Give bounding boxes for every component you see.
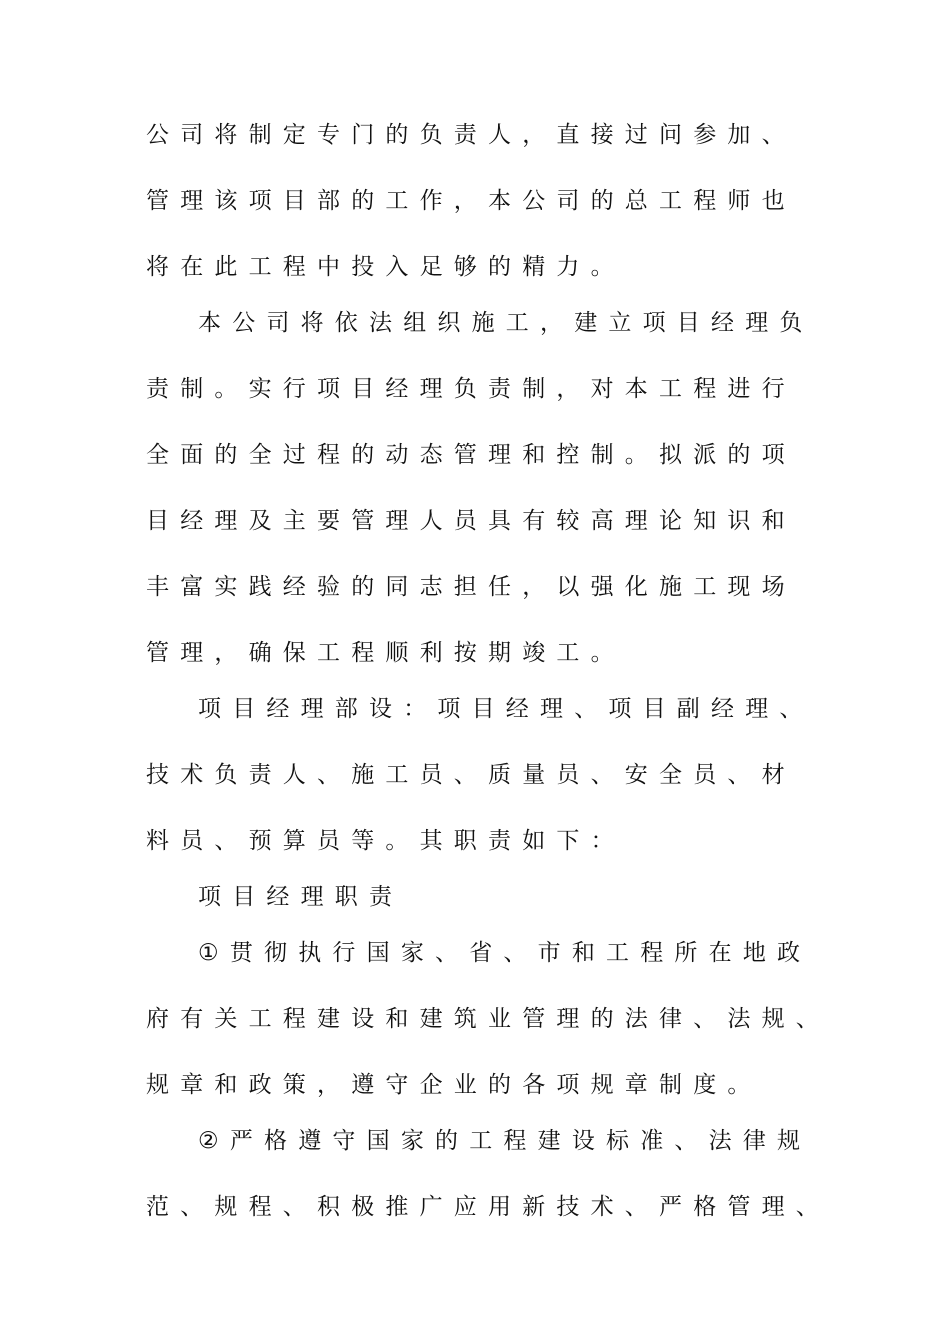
text-line: 丰富实践经验的同志担任，以强化施工现场 (146, 574, 796, 600)
text-line: 技术负责人、施工员、质量员、安全员、材 (146, 762, 796, 788)
text-line: 将在此工程中投入足够的精力。 (146, 254, 625, 280)
text-line: 全面的全过程的动态管理和控制。拟派的项 (146, 442, 796, 468)
numbered-item-2: ②严格遵守国家的工程建设标准、法律规 (198, 1128, 812, 1154)
text-line: 范、规程、积极推广应用新技术、严格管理、 (146, 1194, 830, 1220)
section-heading: 项目经理职责 (198, 884, 404, 910)
text-line: 管理，确保工程顺利按期竣工。 (146, 640, 625, 666)
text-line: 管理该项目部的工作，本公司的总工程师也 (146, 188, 796, 214)
text-line: 规章和政策，遵守企业的各项规章制度。 (146, 1072, 762, 1098)
text-line: 公司将制定专门的负责人，直接过问参加、 (146, 122, 796, 148)
text-line: 目经理及主要管理人员具有较高理论知识和 (146, 508, 796, 534)
paragraph-first-line: 项目经理部设：项目经理、项目副经理、 (198, 696, 814, 722)
numbered-item-1: ①贯彻执行国家、省、市和工程所在地政 (198, 940, 812, 966)
text-line: 料员、预算员等。其职责如下： (146, 828, 625, 854)
text-line: 府有关工程建设和建筑业管理的法律、法规、 (146, 1006, 830, 1032)
text-line: 责制。实行项目经理负责制，对本工程进行 (146, 376, 796, 402)
paragraph-first-line: 本公司将依法组织施工，建立项目经理负 (198, 310, 814, 336)
